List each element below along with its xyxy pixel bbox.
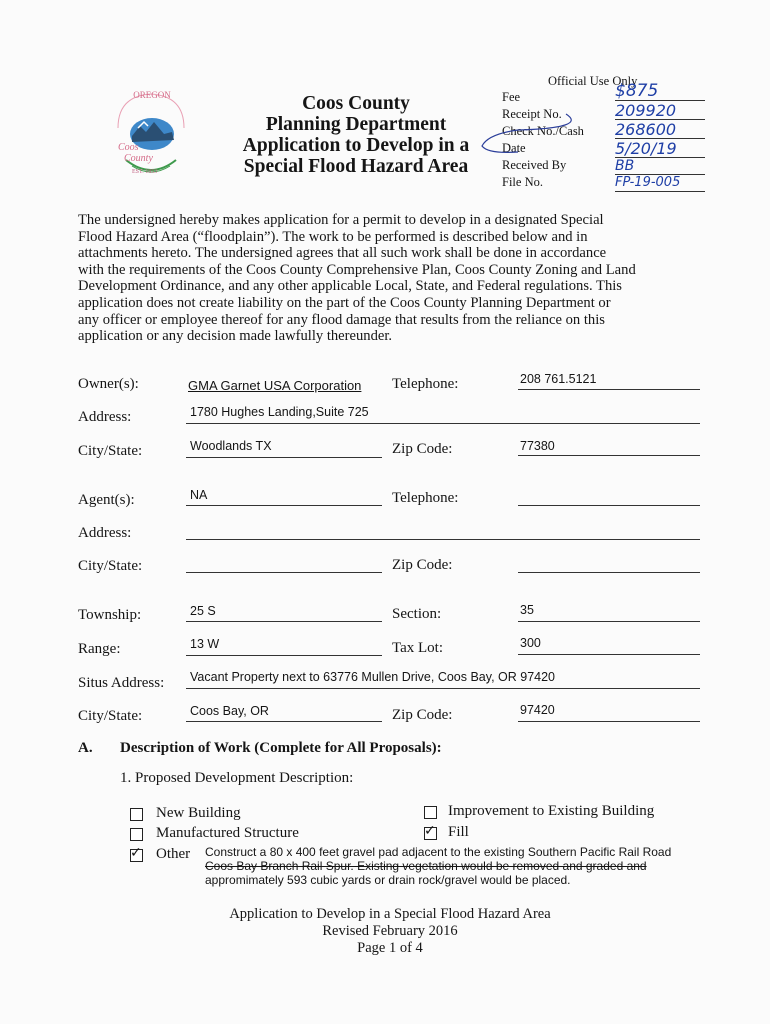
intro-line-4: with the requirements of the Coos County Comprehensive Plan, Coos County Zoning and Land [78,261,636,278]
zip-label: Zip Code: [392,441,453,457]
agent-field[interactable]: NA [190,488,208,502]
agent-address-label: Address: [78,525,132,541]
city-field[interactable]: Woodlands TX [190,439,272,453]
ou-check-label: Check No./Cash [502,124,584,138]
page-footer [190,906,590,957]
footer-line-1: Application to Develop in a Special Flood Hazard Area [229,906,551,922]
logo-est-text: EST. 1853 [132,169,158,175]
agent-label: Agent(s): [78,492,135,508]
situs-address-label: Situs Address: [78,675,165,691]
ou-date-value: 5/20/19 [615,139,705,158]
agent-city-label: City/State: [78,558,143,574]
address-field[interactable]: 1780 Hughes Landing,Suite 725 [190,405,369,419]
intro-line-3: attachments hereto. The undersigned agrees that all such work shall be done in accordance [78,245,607,262]
ou-date-label: Date [502,141,526,155]
title-line-4: Special Flood Hazard Area [243,156,469,177]
owner-field[interactable]: GMA Garnet USA Corporation [188,378,362,393]
manufactured-structure-label: Manufactured Structure [156,825,299,841]
intro-line-5: Development Ordinance, and any other applicable Local, State, and Federal regulations. This [78,278,622,295]
owner-telephone-label: Telephone: [392,376,459,392]
intro-line-1: The undersigned hereby makes application for a permit to develop in a designated Special [78,212,604,228]
section-a-letter: A. [78,740,93,756]
intro-line-7: any officer or employee thereof for any flood damage that results from the reliance on this [78,311,605,328]
other-description-line-1: Construct a 80 x 400 feet gravel pad adjacent to the existing Southern Pacific Rail Road [205,845,672,859]
ou-fee-label: Fee [502,90,521,104]
agent-zip-label: Zip Code: [392,557,453,573]
other-checkbox[interactable] [130,849,143,862]
intro-line-2: Flood Hazard Area (“floodplain”). The work to be performed is described below and in [78,228,588,245]
improvement-label: Improvement to Existing Building [448,803,655,819]
ou-handwritten-circle-icon [478,108,618,158]
section-a-heading: Description of Work (Complete for All Proposals): [120,740,442,756]
intro-line-8: application or any decision made lawfully thereunder. [78,328,393,345]
title-line-3: Application to Develop in a [242,135,470,156]
other-description-line-3: appromimately 593 cubic yards or drain rock/gravel would be placed. [205,873,571,887]
new-building-label: New Building [156,805,241,821]
ou-handwritten-values [615,81,705,192]
other-description-line-2: Coos Bay Branch Rail Spur. Existing vegetation would be removed and graded and [205,859,647,873]
ou-fee-value: $875 [615,81,705,101]
ou-receipt-value: 209920 [615,101,705,120]
intro-paragraph [78,212,708,345]
coos-county-logo [108,88,194,184]
fill-checkbox[interactable] [424,827,437,840]
ou-receipt-label: Receipt No. [502,107,562,121]
ou-file-value: FP-19-005 [615,175,705,192]
other-label: Other [156,846,191,862]
proposed-development-heading: 1. Proposed Development Description: [120,770,354,786]
taxlot-label: Tax Lot: [392,640,444,656]
footer-line-2: Revised February 2016 [322,923,458,939]
township-label: Township: [78,607,142,623]
situs-city-field[interactable]: Coos Bay, OR [190,704,269,718]
range-field[interactable]: 13 W [190,637,220,651]
logo-oregon-text: OREGON [133,90,171,100]
ou-received-label: Received By [502,158,567,172]
title-line-2: Planning Department [265,114,447,135]
zip-field[interactable]: 77380 [520,439,555,453]
township-field[interactable]: 25 S [190,604,216,618]
agent-telephone-label: Telephone: [392,490,459,506]
situs-city-label: City/State: [78,708,143,724]
owner-label: Owner(s): [78,376,139,392]
range-label: Range: [78,641,121,657]
section-label: Section: [392,606,442,622]
ou-received-value: BB [615,158,705,175]
address-label: Address: [78,409,132,425]
new-building-checkbox[interactable] [130,808,143,821]
improvement-checkbox[interactable] [424,806,437,819]
document-title [236,93,476,177]
official-use-heading: Official Use Only [548,74,638,88]
logo-county-text: County [124,153,153,164]
situs-zip-label: Zip Code: [392,707,453,723]
taxlot-field[interactable]: 300 [520,636,541,650]
other-description-field[interactable] [205,845,735,887]
logo-coos-text: Coos [118,142,139,153]
city-label: City/State: [78,443,143,459]
situs-address-field[interactable]: Vacant Property next to 63776 Mullen Drive, Coos Bay, OR 97420 [190,670,556,684]
manufactured-structure-checkbox[interactable] [130,828,143,841]
footer-line-3: Page 1 of 4 [357,940,423,956]
title-line-1: Coos County [302,93,410,114]
intro-line-6: application does not create liability on the part of the Coos County Planning Department or [78,294,611,311]
section-field[interactable]: 35 [520,603,534,617]
fill-label: Fill [448,824,469,840]
ou-file-label: File No. [502,175,543,189]
situs-zip-field[interactable]: 97420 [520,703,555,717]
owner-telephone-field[interactable]: 208 761.5121 [520,372,597,386]
ou-check-value: 268600 [615,120,705,139]
